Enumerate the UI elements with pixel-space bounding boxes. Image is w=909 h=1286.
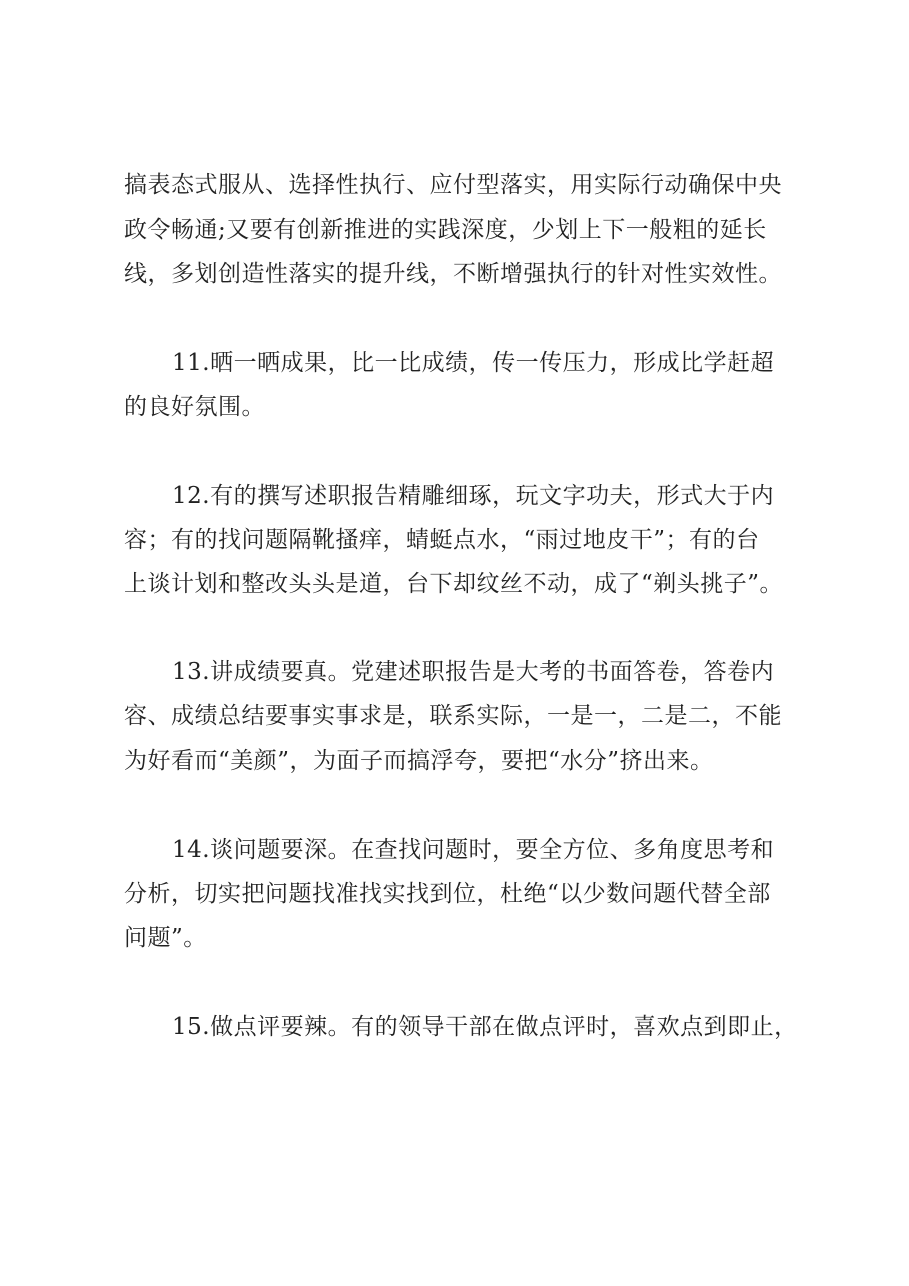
text-line: 容、成绩总结要事实事求是，联系实际，一是一，二是二，不能: [124, 703, 782, 729]
text-line: 的良好氛围。: [124, 394, 265, 420]
text-line: 容；有的找问题隔靴搔痒，蜻蜓点水，“雨过地皮干”；有的台: [124, 527, 760, 553]
text-line: 上谈计划和整改头头是道，台下却纹丝不动，成了“剃头挑子”。: [124, 571, 784, 597]
text-line: 11.晒一晒成果，比一比成绩，传一传压力，形成比学赶超: [172, 350, 775, 376]
text-line: 为好看而“美颜”，为面子而搞浮夸，要把“水分”挤出来。: [124, 748, 714, 774]
text-line: 分析，切实把问题找准找实找到位，杜绝“以少数问题代替全部: [124, 881, 771, 907]
text-line: 13.讲成绩要真。党建述职报告是大考的书面答卷，答卷内: [172, 659, 775, 685]
text-line: 15.做点评要辣。有的领导干部在做点评时，喜欢点到即止，: [172, 1014, 798, 1040]
text-line: 政令畅通;又要有创新推进的实践深度，少划上下一般粗的延长: [124, 217, 767, 243]
text-line: 14.谈问题要深。在查找问题时，要全方位、多角度思考和: [172, 837, 775, 863]
text-line: 线，多划创造性落实的提升线，不断增强执行的针对性实效性。: [124, 261, 782, 287]
text-line: 问题”。: [124, 925, 207, 951]
text-line: 搞表态式服从、选择性执行、应付型落实，用实际行动确保中央: [124, 172, 782, 198]
text-line: 12.有的撰写述职报告精雕细琢，玩文字功夫，形式大于内: [172, 483, 775, 509]
